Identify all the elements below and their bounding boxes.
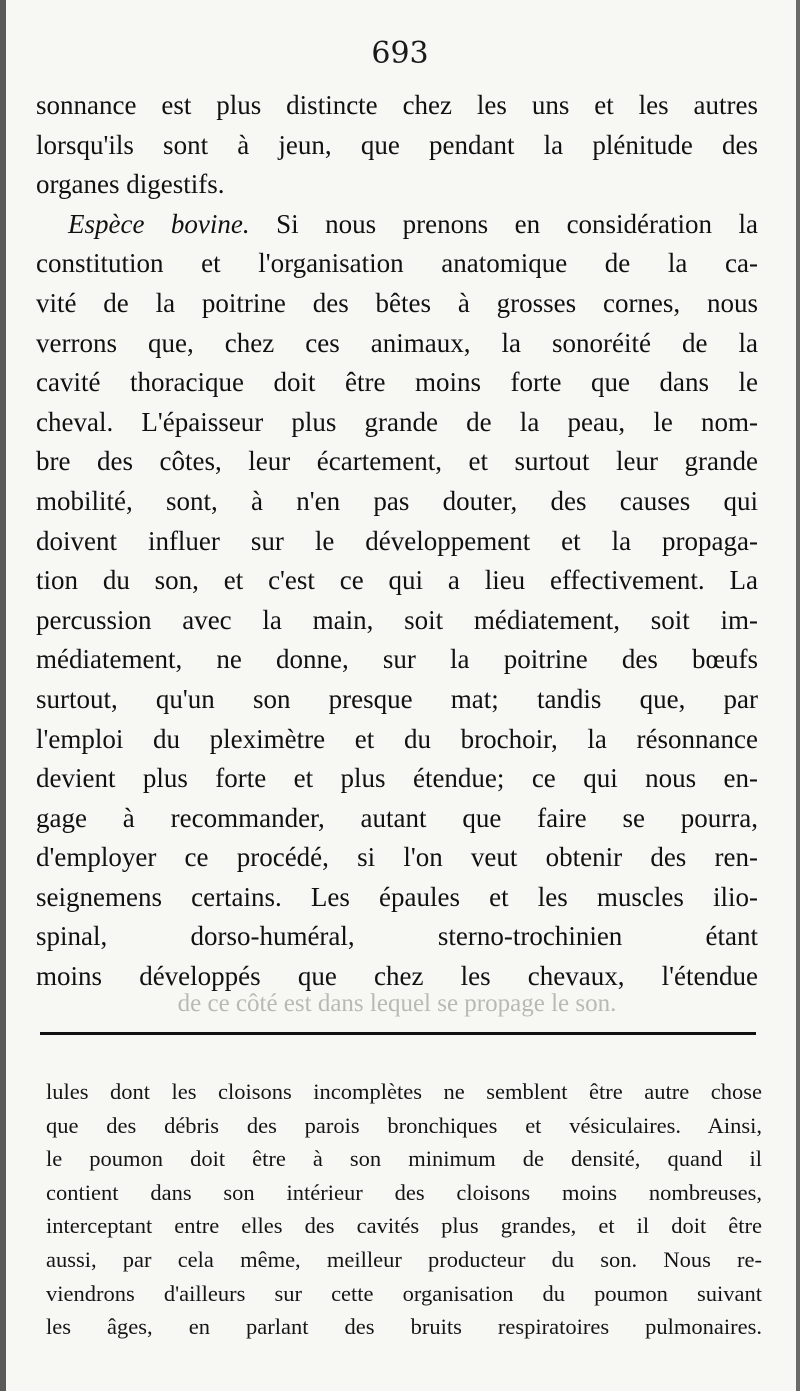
footnote-line: les âges, en parlant des bruits respiratoires pulmonaires. bbox=[46, 1314, 762, 1340]
body-line: moins développés que chez les chevaux, l'étendue bbox=[36, 961, 758, 992]
body-line: médiatement, ne donne, sur la poitrine des bœufs bbox=[36, 644, 758, 675]
body-line: lorsqu'ils sont à jeun, que pendant la plénitude des bbox=[36, 129, 758, 160]
body-line: spinal, dorso-huméral, sterno-trochinien étant bbox=[36, 921, 758, 952]
body-line: constitution et l'organisation anatomique de la ca- bbox=[36, 248, 758, 279]
body-line: surtout, qu'un son presque mat; tandis que, par bbox=[36, 683, 758, 714]
body-line: sonnance est plus distincte chez les uns et les autres bbox=[36, 90, 758, 120]
body-line: d'employer ce procédé, si l'on veut obtenir des ren- bbox=[36, 842, 758, 873]
body-line: mobilité, sont, à n'en pas douter, des causes qui bbox=[36, 485, 758, 516]
paragraph-start-line bbox=[36, 205, 758, 245]
body-line: vité de la poitrine des bêtes à grosses cornes, nous bbox=[36, 287, 758, 318]
section-lead: Espèce bovine. bbox=[68, 208, 250, 239]
body-line: l'emploi du pleximètre et du brochoir, la résonnance bbox=[36, 723, 758, 754]
page-number: 693 bbox=[371, 36, 429, 71]
body-line: bre des côtes, leur écartement, et surtout leur grande bbox=[36, 446, 758, 477]
footnote-line: que des débris des parois bronchiques et vésiculaires. Ainsi, bbox=[46, 1112, 762, 1138]
footnote-line: contient dans son intérieur des cloisons moins nombreuses, bbox=[46, 1179, 762, 1205]
body-line: devient plus forte et plus étendue; ce qui nous en- bbox=[36, 763, 758, 794]
footnote-line: viendrons d'ailleurs sur cette organisation du poumon suivant bbox=[46, 1280, 762, 1306]
footnote bbox=[46, 1075, 762, 1344]
footnote-line: interceptant entre elles des cavités plus grandes, et il doit être bbox=[46, 1213, 762, 1239]
footnote-line: aussi, par cela même, meilleur producteur du son. Nous re- bbox=[46, 1246, 762, 1272]
body-line: gage à recommander, autant que faire se pourra, bbox=[36, 802, 758, 833]
body-line: verrons que, chez ces animaux, la sonoréité de la bbox=[36, 327, 758, 358]
bleed-through-text: de ce côté est dans lequel se propage le son. bbox=[177, 990, 617, 1017]
body-line: cheval. L'épaisseur plus grande de la peau, le nom- bbox=[36, 406, 758, 437]
main-body-text bbox=[36, 86, 758, 997]
footnote-line: le poumon doit être à son minimum de densité, quand il bbox=[46, 1146, 762, 1172]
page-left-edge bbox=[0, 0, 6, 1391]
page-right-edge bbox=[796, 0, 800, 1391]
footnote-separator bbox=[40, 1032, 756, 1035]
paragraph-start-text: Si nous prenons en considération la bbox=[276, 208, 758, 239]
body-line: seignemens certains. Les épaules et les muscles ilio- bbox=[36, 881, 758, 912]
body-line: percussion avec la main, soit médiatement, soit im- bbox=[36, 604, 758, 635]
body-line: organes digestifs. bbox=[36, 169, 225, 200]
body-line: cavité thoracique doit être moins forte que dans le bbox=[36, 367, 758, 398]
body-line: doivent influer sur le développement et la propaga- bbox=[36, 525, 758, 556]
body-line: tion du son, et c'est ce qui a lieu effectivement. La bbox=[36, 565, 758, 596]
footnote-line: lules dont les cloisons incomplètes ne semblent être autre chose bbox=[46, 1079, 762, 1104]
